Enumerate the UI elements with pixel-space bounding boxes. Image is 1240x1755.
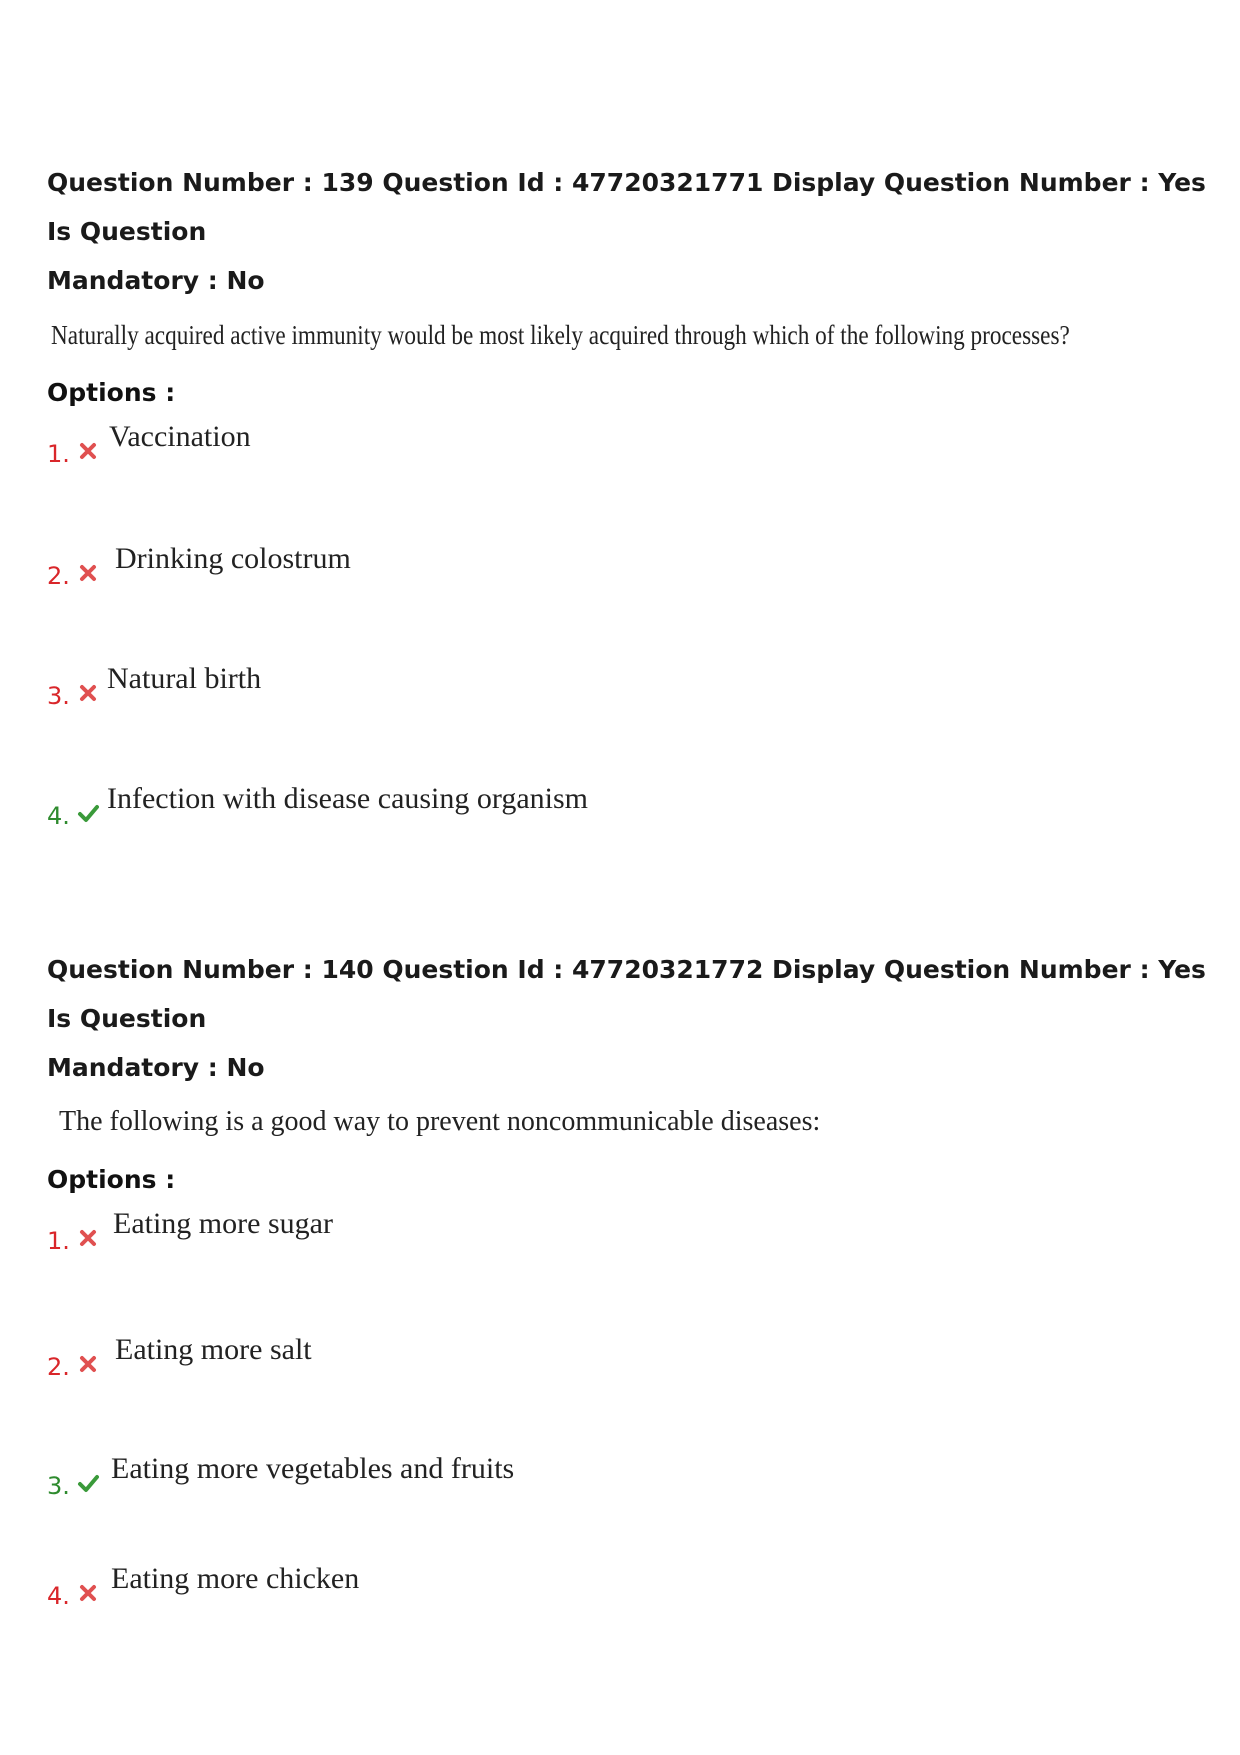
option-text: Natural birth	[107, 662, 262, 695]
cross-icon	[77, 682, 99, 704]
option-number: 2.	[47, 1353, 70, 1381]
question-header-line1: Question Number : 140 Question Id : 47720321772 Display Question Number : Yes Is Question	[47, 955, 1206, 1033]
options-label: Options :	[47, 378, 176, 407]
cross-icon	[77, 1353, 99, 1375]
option-4	[47, 1559, 1207, 1619]
option-text: Eating more salt	[115, 1333, 312, 1366]
check-icon	[77, 1472, 99, 1494]
options-label: Options :	[47, 1165, 176, 1194]
question-text: The following is a good way to prevent noncommunicable diseases:	[59, 1106, 821, 1137]
option-2	[47, 539, 1207, 599]
option-text: Eating more vegetables and fruits	[111, 1452, 515, 1485]
cross-icon	[77, 440, 99, 462]
option-text: Infection with disease causing organism	[107, 782, 588, 815]
option-3	[47, 659, 1207, 719]
option-number: 3.	[47, 1472, 70, 1500]
option-number: 2.	[47, 562, 70, 590]
option-number: 1.	[47, 1227, 70, 1255]
option-number: 1.	[47, 440, 70, 468]
option-number: 4.	[47, 1582, 70, 1610]
question-header-line1: Question Number : 139 Question Id : 47720321771 Display Question Number : Yes Is Question	[47, 168, 1206, 246]
option-number: 4.	[47, 802, 70, 830]
question-text: Naturally acquired active immunity would be most likely acquired through which of the following processes?	[51, 320, 1070, 350]
option-2	[47, 1330, 1207, 1390]
option-text: Eating more sugar	[113, 1207, 333, 1240]
question-block-139	[47, 158, 1207, 839]
cross-icon	[77, 1582, 99, 1604]
question-header-line2: Mandatory : No	[47, 266, 265, 295]
question-header	[47, 158, 1207, 305]
check-icon	[77, 802, 99, 824]
option-3	[47, 1449, 1207, 1509]
cross-icon	[77, 562, 99, 584]
option-4	[47, 779, 1207, 839]
option-1	[47, 1204, 1207, 1264]
option-number: 3.	[47, 682, 70, 710]
question-block-140	[47, 945, 1207, 1619]
question-header-line2: Mandatory : No	[47, 1053, 265, 1082]
option-text: Vaccination	[109, 420, 251, 453]
cross-icon	[77, 1227, 99, 1249]
question-header	[47, 945, 1207, 1092]
option-1	[47, 417, 1207, 477]
option-text: Drinking colostrum	[115, 542, 351, 575]
option-text: Eating more chicken	[111, 1562, 360, 1595]
